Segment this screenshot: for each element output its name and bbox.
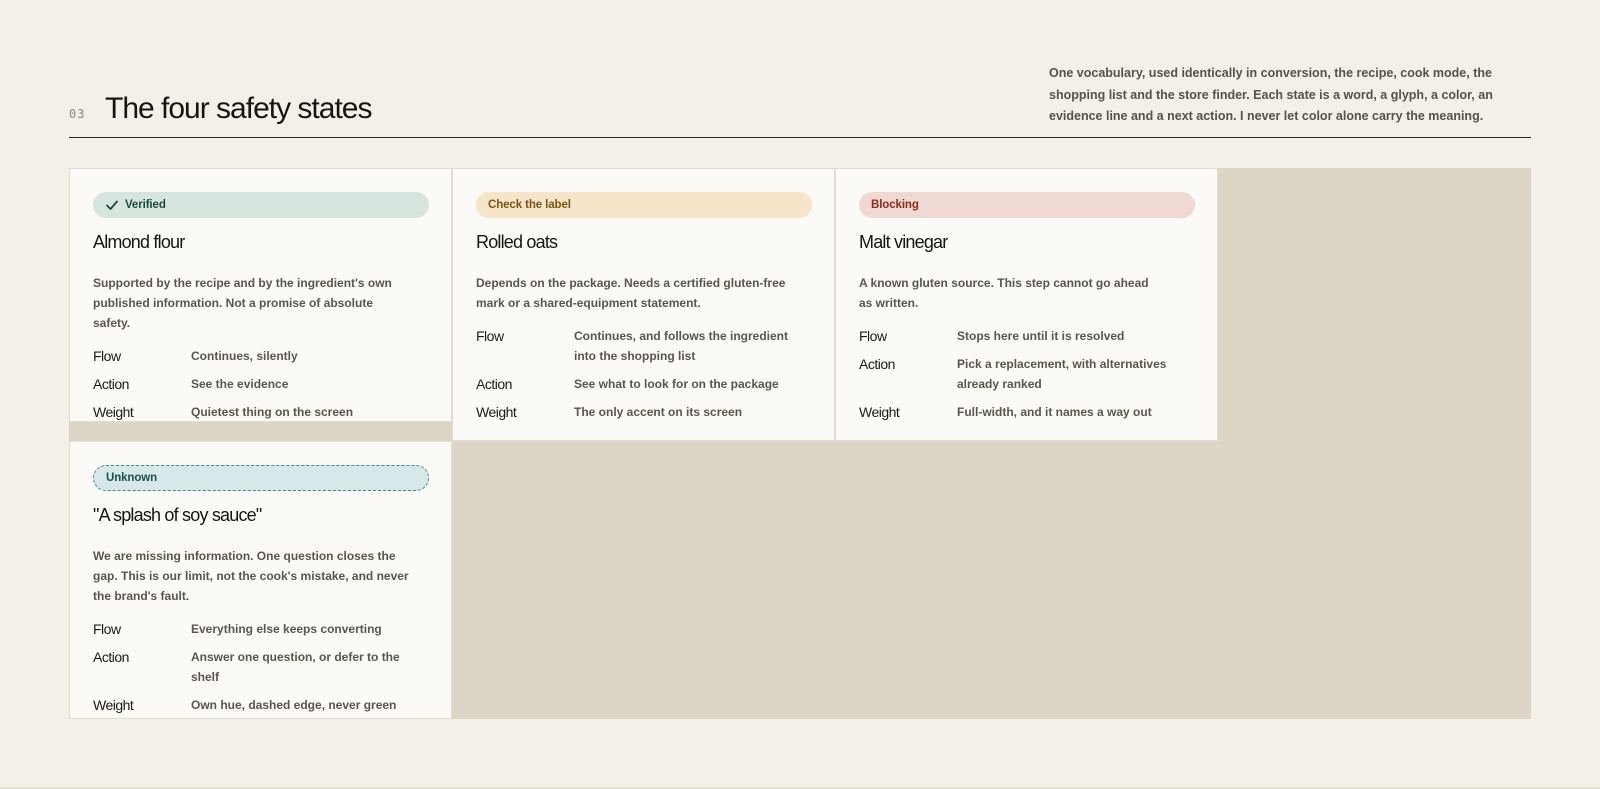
attribute-row-action	[93, 374, 428, 394]
state-card-verified	[69, 168, 452, 422]
status-badge-unknown	[93, 465, 429, 491]
status-badge-label: Unknown	[106, 472, 158, 484]
status-badge-label: Blocking	[871, 199, 919, 211]
attribute-row-action	[859, 354, 1194, 394]
section-header	[69, 58, 1531, 138]
attribute-key: Flow	[93, 621, 121, 637]
attribute-row-weight	[859, 402, 1194, 422]
attribute-key: Weight	[859, 404, 900, 420]
attribute-value: Continues, silently	[191, 349, 298, 363]
attribute-value: The only accent on its screen	[574, 405, 743, 419]
attribute-value: Stops here until it is resolved	[957, 329, 1125, 343]
attribute-value: Own hue, dashed edge, never green	[191, 698, 397, 712]
attribute-row-action	[476, 374, 811, 394]
attribute-row-weight	[93, 402, 428, 422]
section-title: The four safety states	[105, 92, 372, 125]
attribute-key: Flow	[859, 328, 887, 344]
safety-states-grid	[69, 168, 1531, 719]
status-badge-label: Verified	[125, 199, 166, 211]
state-description: A known gluten source. This step cannot go ahead as written.	[859, 276, 1149, 310]
attribute-value: Continues, and follows the ingredient into the shopping list	[574, 329, 789, 363]
attribute-value: Quietest thing on the screen	[191, 405, 354, 419]
state-card-blocking	[835, 168, 1218, 441]
attribute-key: Flow	[93, 348, 121, 364]
state-attributes	[93, 619, 428, 715]
section-number: 03	[69, 107, 86, 121]
attribute-row-flow	[93, 619, 428, 639]
attribute-value: Full-width, and it names a way out	[957, 405, 1152, 419]
ingredient-name: Almond flour	[93, 232, 185, 252]
state-attributes	[476, 326, 811, 422]
attribute-value: See what to look for on the package	[574, 377, 779, 391]
attribute-key: Action	[93, 649, 129, 665]
status-badge-check-label	[476, 192, 812, 218]
attribute-value: See the evidence	[191, 377, 289, 391]
attribute-key: Action	[93, 376, 129, 392]
attribute-value: Everything else keeps converting	[191, 622, 382, 636]
attribute-value: Pick a replacement, with alternatives already ranked	[957, 357, 1167, 391]
state-card-check-label	[452, 168, 835, 441]
attribute-row-action	[93, 647, 428, 687]
state-card-unknown	[69, 441, 452, 719]
attribute-row-weight	[476, 402, 811, 422]
attribute-key: Weight	[93, 697, 134, 713]
attribute-key: Flow	[476, 328, 504, 344]
attribute-key: Action	[859, 356, 895, 372]
section-intro: One vocabulary, used identically in conversion, the recipe, cook mode, the shopping list and the store finder. Each state is a word, a glyph, a color, an evidence line and a next action. I never let color alone carry the meaning.	[1049, 66, 1493, 123]
state-attributes	[93, 346, 428, 422]
check-icon	[105, 199, 119, 211]
status-badge-label: Check the label	[488, 199, 571, 211]
attribute-row-flow	[93, 346, 428, 366]
attribute-value: Answer one question, or defer to the shelf	[191, 650, 400, 684]
attribute-row-flow	[476, 326, 811, 366]
attribute-row-flow	[859, 326, 1194, 346]
ingredient-name: Malt vinegar	[859, 232, 948, 252]
status-badge-blocking	[859, 192, 1195, 218]
attribute-key: Weight	[93, 404, 134, 420]
state-attributes	[859, 326, 1194, 422]
attribute-key: Action	[476, 376, 512, 392]
attribute-key: Weight	[476, 404, 517, 420]
ingredient-name: Rolled oats	[476, 232, 558, 252]
state-description: Depends on the package. Needs a certified gluten-free mark or a shared-equipment statement.	[476, 276, 786, 310]
status-badge-verified	[93, 192, 429, 218]
state-description: Supported by the recipe and by the ingredient's own published information. Not a promise of absolute safety.	[93, 276, 392, 330]
state-description: We are missing information. One question closes the gap. This is our limit, not the cook's mistake, and never the brand's fault.	[93, 549, 409, 603]
attribute-row-weight	[93, 695, 428, 715]
ingredient-name: "A splash of soy sauce"	[93, 505, 262, 525]
